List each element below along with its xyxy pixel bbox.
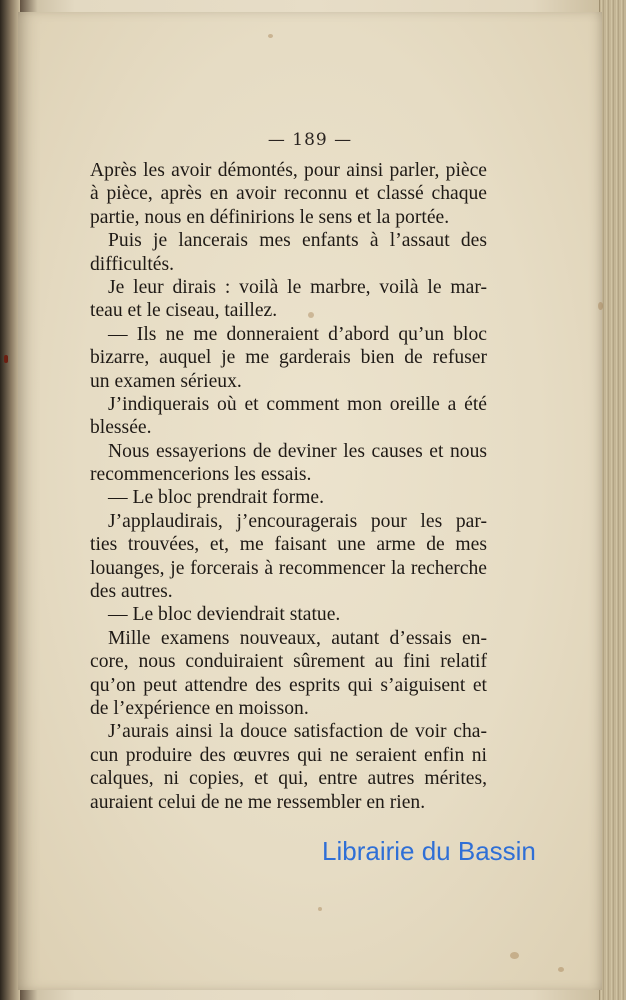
left-edge-mark [4,355,8,363]
text-line: Je leur dirais : voilà le marbre, voilà le mar- [108,276,487,298]
text-line: difficultés. [90,253,174,275]
text-line: core, nous conduiraient sûrement au fini relatif [90,651,487,673]
text-line: Après les avoir démontés, pour ainsi parler, pièce [90,160,487,181]
text-line: J’aurais ainsi la douce satisfaction de voir cha- [108,721,487,743]
text-line: qu’on peut attendre des esprits qui s’aiguisent et [90,674,487,696]
text-line: louanges, je forcerais à recommencer la recherche [90,557,487,579]
text-line: Nous essayerions de deviner les causes et nous [108,440,487,462]
body-text [90,159,487,814]
foxing-spot [268,34,273,38]
text-line: un examen sérieux. [90,370,242,392]
text-line: des autres. [90,581,173,603]
text-line: Mille examens nouveaux, autant d’essais en- [108,627,487,649]
text-line: — Ils ne me donneraient d’abord qu’un bloc [108,323,487,345]
text-line: bizarre, auquel je me garderais bien de refuser [90,347,487,369]
text-line: cun produire des œuvres qui ne seraient enfin ni [90,744,487,766]
foxing-spot [510,952,519,959]
text-line: ties trouvées, et, me faisant une arme de mes [90,534,487,556]
text-line: J’indiquerais où et comment mon oreille a été [108,393,487,415]
text-line: calques, ni copies, et qui, entre autres mérites, [90,768,487,790]
text-line: recommencerions les essais. [90,464,312,486]
text-line: blessée. [90,417,152,439]
page-number: — 189 — [267,130,353,150]
text-line: J’applaudirais, j’encouragerais pour les par- [108,510,487,532]
text-line: de l’expérience en moisson. [90,697,309,719]
right-page-edges [599,0,626,1000]
text-line: à pièce, après en avoir reconnu et classé chaque [90,183,487,205]
watermark-text: Librairie du Bassin [322,836,536,866]
foxing-spot [598,302,603,310]
foxing-spot [318,907,322,911]
text-line: Puis je lancerais mes enfants à l’assaut des [108,230,487,252]
text-line: auraient celui de ne me ressembler en rien. [90,791,426,813]
text-line: — Le bloc deviendrait statue. [108,604,341,626]
text-line: partie, nous en définirions le sens et la portée. [90,206,450,228]
foxing-spot [558,967,564,972]
text-line: — Le bloc prendrait forme. [108,487,324,509]
text-line: teau et le ciseau, taillez. [90,300,278,322]
left-page-edge [0,0,20,1000]
